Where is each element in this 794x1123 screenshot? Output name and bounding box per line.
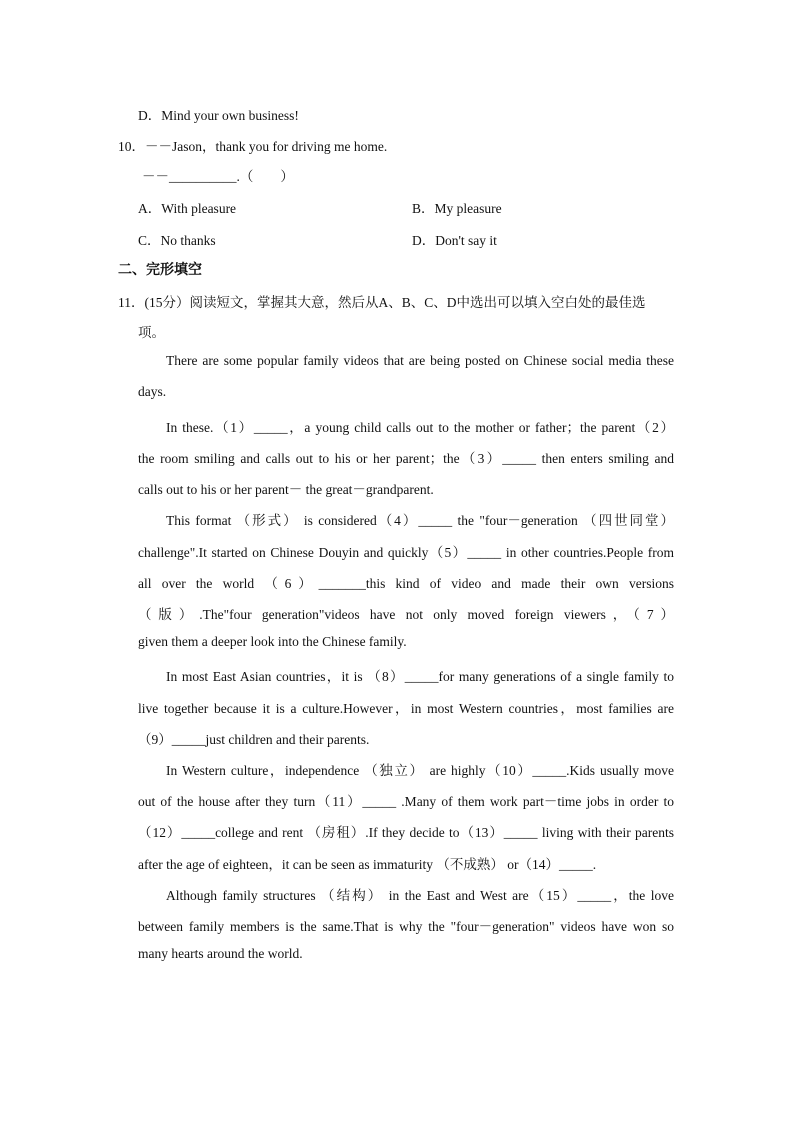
q10-option-b: B．My pleasure [412, 201, 502, 216]
passage-line: after the age of eighteen，it can be seen as immaturity （不成熟） or（14）_____. [138, 857, 597, 872]
passage-line: calls out to his or her parent－ the great－grandparent. [138, 482, 434, 497]
passage-line: live together because it is a culture.However，in most Western countries，most families are [138, 701, 674, 716]
passage-line: （版）.The"four generation"videos have not only moved foreign viewers，（7） [138, 607, 674, 622]
passage-line: the room smiling and calls out to his or her parent；the（3）_____ then enters smiling and [138, 451, 674, 466]
passage-line: between family members is the same.That is why the "four－generation" videos have won so [138, 919, 674, 934]
passage-line: There are some popular family videos that are being posted on Chinese social media these [166, 353, 674, 368]
q11-instruction-cont: 项。 [138, 325, 165, 340]
passage-line: out of the house after they turn（11）_____ .Many of them work part－time jobs in order to [138, 794, 674, 809]
passage-line: all over the world （6）_______this kind of video and made their own versions [138, 576, 674, 591]
passage-line: Although family structures （结构） in the East and West are（15）_____，the love [166, 888, 674, 903]
q10-answer-line: －－__________.（ ） [142, 169, 294, 184]
q10-option-c: C．No thanks [138, 233, 216, 248]
q11-instruction: 11．(15分）阅读短文，掌握其大意，然后从A、B、C、D中选出可以填入空白处的最佳选 [118, 295, 646, 310]
passage-line: many hearts around the world. [138, 946, 303, 961]
q10-stem: 10．－－Jason，thank you for driving me home. [118, 139, 388, 154]
passage-line: In most East Asian countries，it is （8）_____for many generations of a single family to [166, 669, 674, 684]
section-heading: 二、完形填空 [118, 262, 202, 278]
passage-line: days. [138, 384, 167, 399]
q9-option-d: D．Mind your own business! [138, 108, 299, 123]
passage-line: given them a deeper look into the Chinese family. [138, 634, 407, 649]
passage-line: In Western culture，independence （独立） are highly（10）_____.Kids usually move [166, 763, 674, 778]
passage-line: challenge".It started on Chinese Douyin and quickly（5）_____ in other countries.People from [138, 545, 674, 560]
passage-line: （9）_____just children and their parents. [138, 732, 370, 747]
passage-line: In these.（1）_____，a young child calls out to the mother or father；the parent（2） [166, 420, 674, 435]
q10-option-d: D．Don't say it [412, 233, 497, 248]
passage-line: This format （形式） is considered（4）_____ the "four－generation （四世同堂） [166, 513, 674, 528]
passage-line: （12）_____college and rent （房租）.If they decide to（13）_____ living with their parents [138, 825, 674, 840]
q10-option-a: A．With pleasure [138, 201, 237, 216]
